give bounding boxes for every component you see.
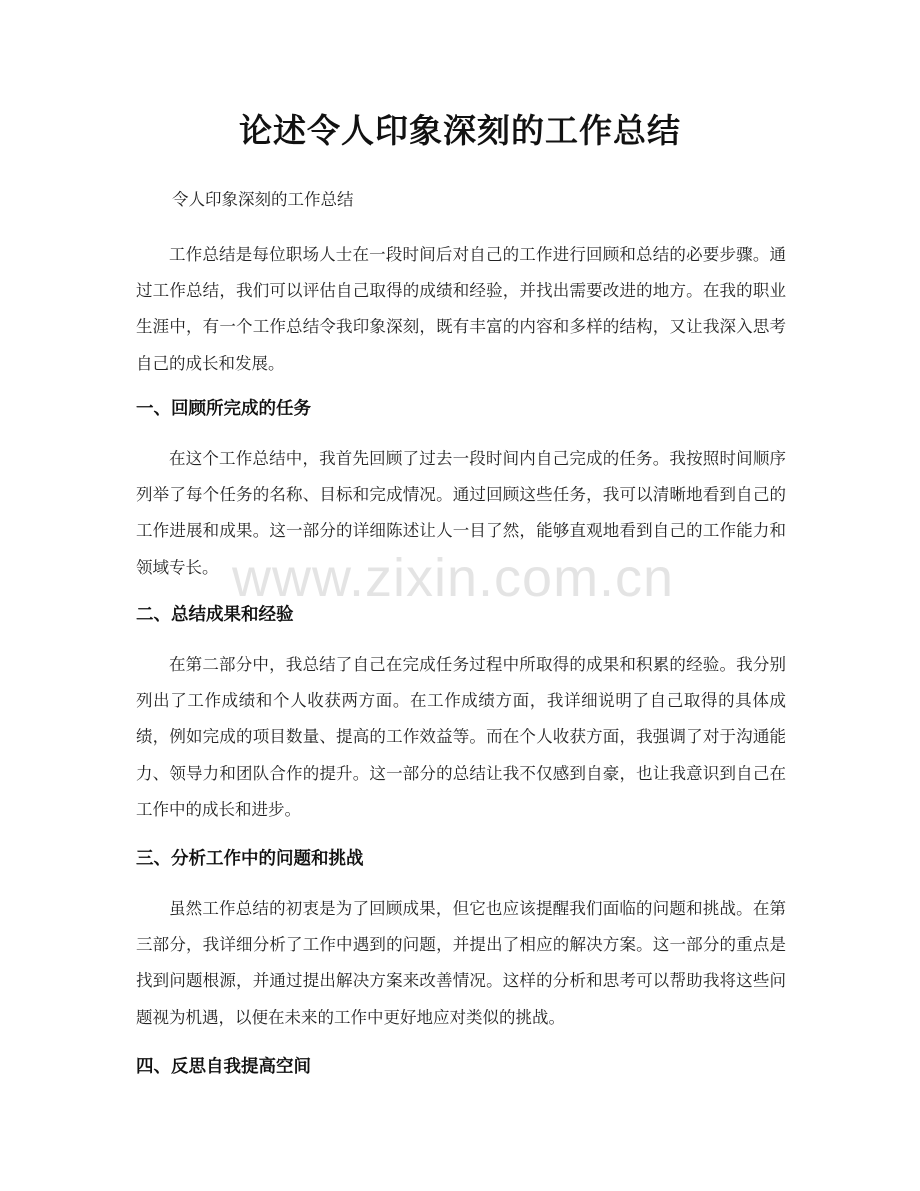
section-body-1: 在这个工作总结中，我首先回顾了过去一段时间内自己完成的任务。我按照时间顺序列举了每个任务的名称、目标和完成情况。通过回顾这些任务，我可以清晰地看到自己的工作进展和成果。这一部分的详细陈述让人一目了然，能够直观地看到自己的工作能力和领域专长。 xyxy=(136,449,786,577)
section-heading-3: 三、分析工作中的问题和挑战 xyxy=(136,849,364,869)
section-heading-1: 一、回顾所完成的任务 xyxy=(136,399,311,419)
intro-paragraph: 工作总结是每位职场人士在一段时间后对自己的工作进行回顾和总结的必要步骤。通过工作总结，我们可以评估自己取得的成绩和经验，并找出需要改进的地方。在我的职业生涯中，有一个工作总结令我印象深刻，既有丰富的内容和多样的结构，又让我深入思考自己的成长和发展。 xyxy=(136,245,786,373)
watermark-text: www.zixin.com.cn xyxy=(232,548,675,608)
document-title: 论述令人印象深刻的工作总结 xyxy=(239,111,681,150)
section-heading-4: 四、反思自我提高空间 xyxy=(136,1057,311,1077)
section-body-3: 虽然工作总结的初衷是为了回顾成果，但它也应该提醒我们面临的问题和挑战。在第三部分，我详细分析了工作中遇到的问题，并提出了相应的解决方案。这一部分的重点是找到问题根源，并通过提出解决方案来改善情况。这样的分析和思考可以帮助我将这些问题视为机遇，以便在未来的工作中更好地应对类似的挑战。 xyxy=(136,899,786,1027)
section-heading-2: 二、总结成果和经验 xyxy=(136,605,294,625)
section-body-2: 在第二部分中，我总结了自己在完成任务过程中所取得的成果和积累的经验。我分别列出了工作成绩和个人收获两方面。在工作成绩方面，我详细说明了自己取得的具体成绩，例如完成的项目数量、提高的工作效益等。而在个人收获方面，我强调了对于沟通能力、领导力和团队合作的提升。这一部分的总结让我不仅感到自豪，也让我意识到自己在工作中的成长和进步。 xyxy=(136,655,786,819)
document-subtitle: 令人印象深刻的工作总结 xyxy=(172,190,354,209)
